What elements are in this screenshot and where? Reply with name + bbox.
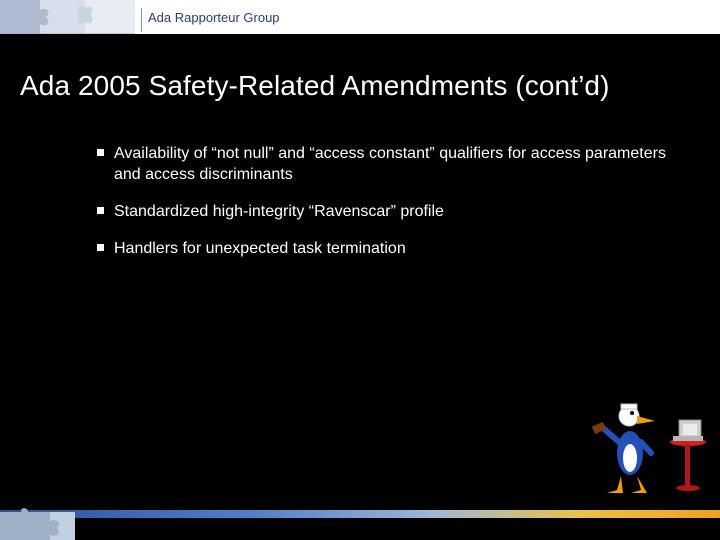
- bullet-text: Availability of “not null” and “access constant” qualifiers for access parameters and access discriminants: [114, 145, 666, 183]
- bullet-list: [96, 143, 666, 259]
- bullet-text: Standardized high-integrity “Ravenscar” profile: [114, 203, 444, 220]
- puzzle-pieces-icon: [0, 508, 75, 540]
- bullet-item: [96, 143, 666, 185]
- square-bullet-icon: [97, 207, 104, 214]
- duck-mascot-illustration: [585, 398, 715, 498]
- puzzle-pieces-icon: [0, 0, 135, 34]
- footer-gradient-bar: [0, 510, 720, 518]
- slide-title: Ada 2005 Safety-Related Amendments (cont’d): [20, 70, 610, 101]
- square-bullet-icon: [97, 149, 104, 156]
- bullet-item: [96, 238, 666, 259]
- header-divider: [141, 8, 142, 32]
- square-bullet-icon: [97, 244, 104, 251]
- header-band: [0, 0, 720, 34]
- bullet-item: [96, 201, 666, 222]
- header-group-name: Ada Rapporteur Group: [148, 10, 280, 25]
- bullet-text: Handlers for unexpected task termination: [114, 240, 406, 257]
